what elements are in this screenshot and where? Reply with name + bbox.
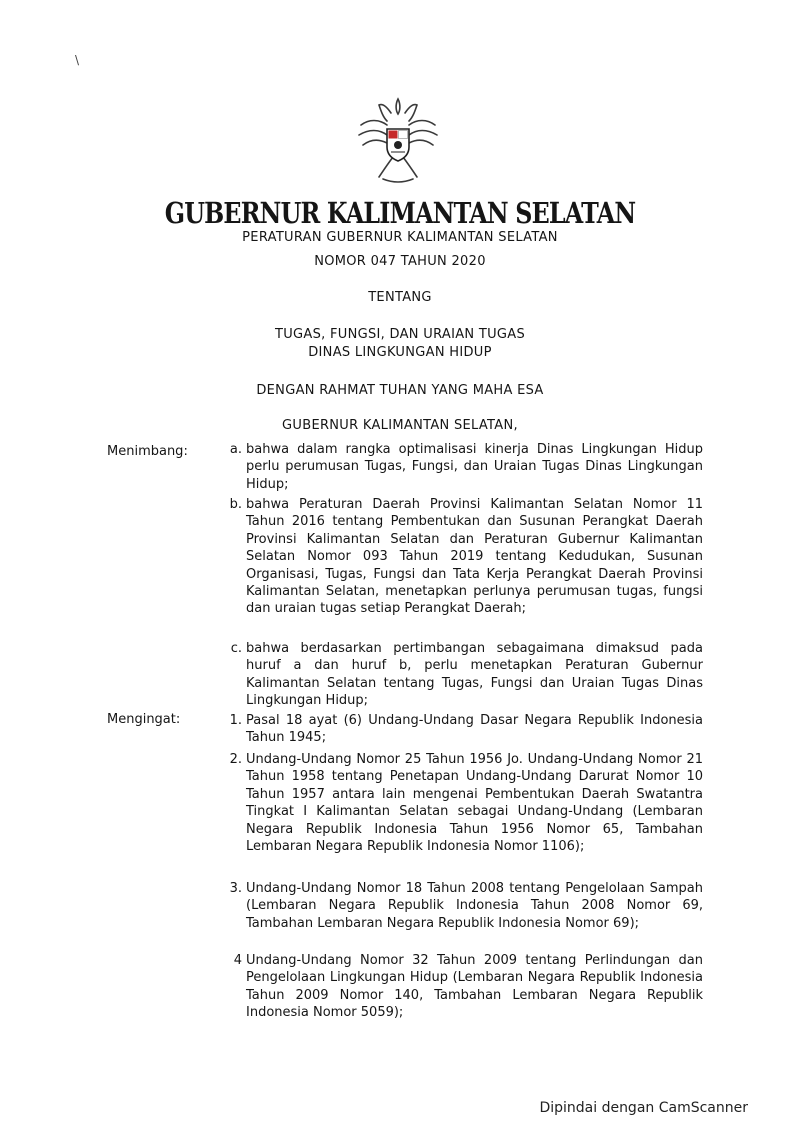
regulation-heading: PERATURAN GUBERNUR KALIMANTAN SELATAN (242, 230, 558, 245)
item-marker: 2. (229, 752, 242, 767)
mengingat-label: Mengingat: (107, 712, 181, 727)
item-text: Undang-Undang Nomor 18 Tahun 2008 tentang Pengelolaan Sampah (Lembaran Negara Republik Indonesia Tahun 2008 Nomor 69, Tambahan Lembaran Negara Republik Indonesia Nomor 69); (246, 881, 703, 931)
mengingat-item (218, 712, 703, 747)
item-text: bahwa Peraturan Daerah Provinsi Kalimantan Selatan Nomor 11 Tahun 2016 tentang Pembentukan dan Susunan Perangkat Daerah Provinsi Kalimantan Selatan dan Peraturan Gubernur Kalimantan Selatan Nomor 093 Tahun 2019 tentang Kedudukan, Susunan Organisasi, Tugas, Fungsi dan Tata Kerja Perangkat Daerah Provinsi Kalimantan Selatan, menetapkan perlunya perumusan tugas, fungsi dan uraian tugas setiap Perangkat Daerah; (246, 497, 703, 617)
menimbang-item (218, 441, 703, 493)
mengingat-item (218, 952, 703, 1022)
subject-line-1: TUGAS, FUNGSI, DAN URAIAN TUGAS (274, 327, 526, 342)
scan-mark: \ (75, 53, 80, 67)
item-text: Pasal 18 ayat (6) Undang-Undang Dasar Negara Republik Indonesia Tahun 1945; (246, 713, 703, 746)
mengingat-item (218, 751, 703, 855)
item-marker: 1. (229, 713, 242, 728)
menimbang-item (218, 496, 703, 618)
scanner-watermark: Dipindai dengan CamScanner (539, 1100, 748, 1116)
item-text: Undang-Undang Nomor 25 Tahun 1956 Jo. Undang-Undang Nomor 21 Tahun 1958 tentang Penetapan Undang-Undang Darurat Nomor 10 Tahun 1957 antara lain mengenai Pembentukan Daerah Swatantra Tingkat I Kalimantan Selatan sebagai Undang-Undang (Lembaran Negara Republik Indonesia Tahun 1956 Nomor 65, Tambahan Lembaran Negara Republik Indonesia Nomor 1106); (246, 752, 703, 855)
menimbang-label: Menimbang: (107, 444, 188, 459)
item-text: bahwa berdasarkan pertimbangan sebagaimana dimaksud pada huruf a dan huruf b, perlu menetapkan Peraturan Gubernur Kalimantan Selatan tentang Tugas, Fungsi dan Uraian Tugas Dinas Lingkungan Hidup; (246, 641, 703, 709)
tentang-heading: TENTANG (368, 290, 432, 305)
item-marker: a. (229, 442, 242, 457)
invocation-line: DENGAN RAHMAT TUHAN YANG MAHA ESA (256, 383, 544, 398)
item-text: bahwa dalam rangka optimalisasi kinerja Dinas Lingkungan Hidup perlu perumusan Tugas, Fungsi, dan Uraian Tugas Dinas Lingkungan Hidup; (246, 442, 703, 492)
item-marker: 4 (233, 953, 242, 968)
governor-title: GUBERNUR KALIMANTAN SELATAN (164, 196, 636, 230)
item-text: Undang-Undang Nomor 32 Tahun 2009 tentang Perlindungan dan Pengelolaan Lingkungan Hidup (Lembaran Negara Republik Indonesia Tahun 2009 Nomor 140, Tambahan Lembaran Negara Republik Indonesia Nomor 5059); (246, 953, 703, 1021)
subject-line-2: DINAS LINGKUNGAN HIDUP (308, 345, 492, 360)
mengingat-item (218, 880, 703, 932)
governor-line: GUBERNUR KALIMANTAN SELATAN, (282, 418, 518, 433)
menimbang-item (218, 640, 703, 710)
garuda-emblem-icon (353, 95, 443, 187)
item-marker: b. (229, 497, 242, 512)
regulation-number: NOMOR 047 TAHUN 2020 (314, 254, 486, 269)
item-marker: 3. (229, 881, 242, 896)
item-marker: c. (230, 641, 242, 656)
